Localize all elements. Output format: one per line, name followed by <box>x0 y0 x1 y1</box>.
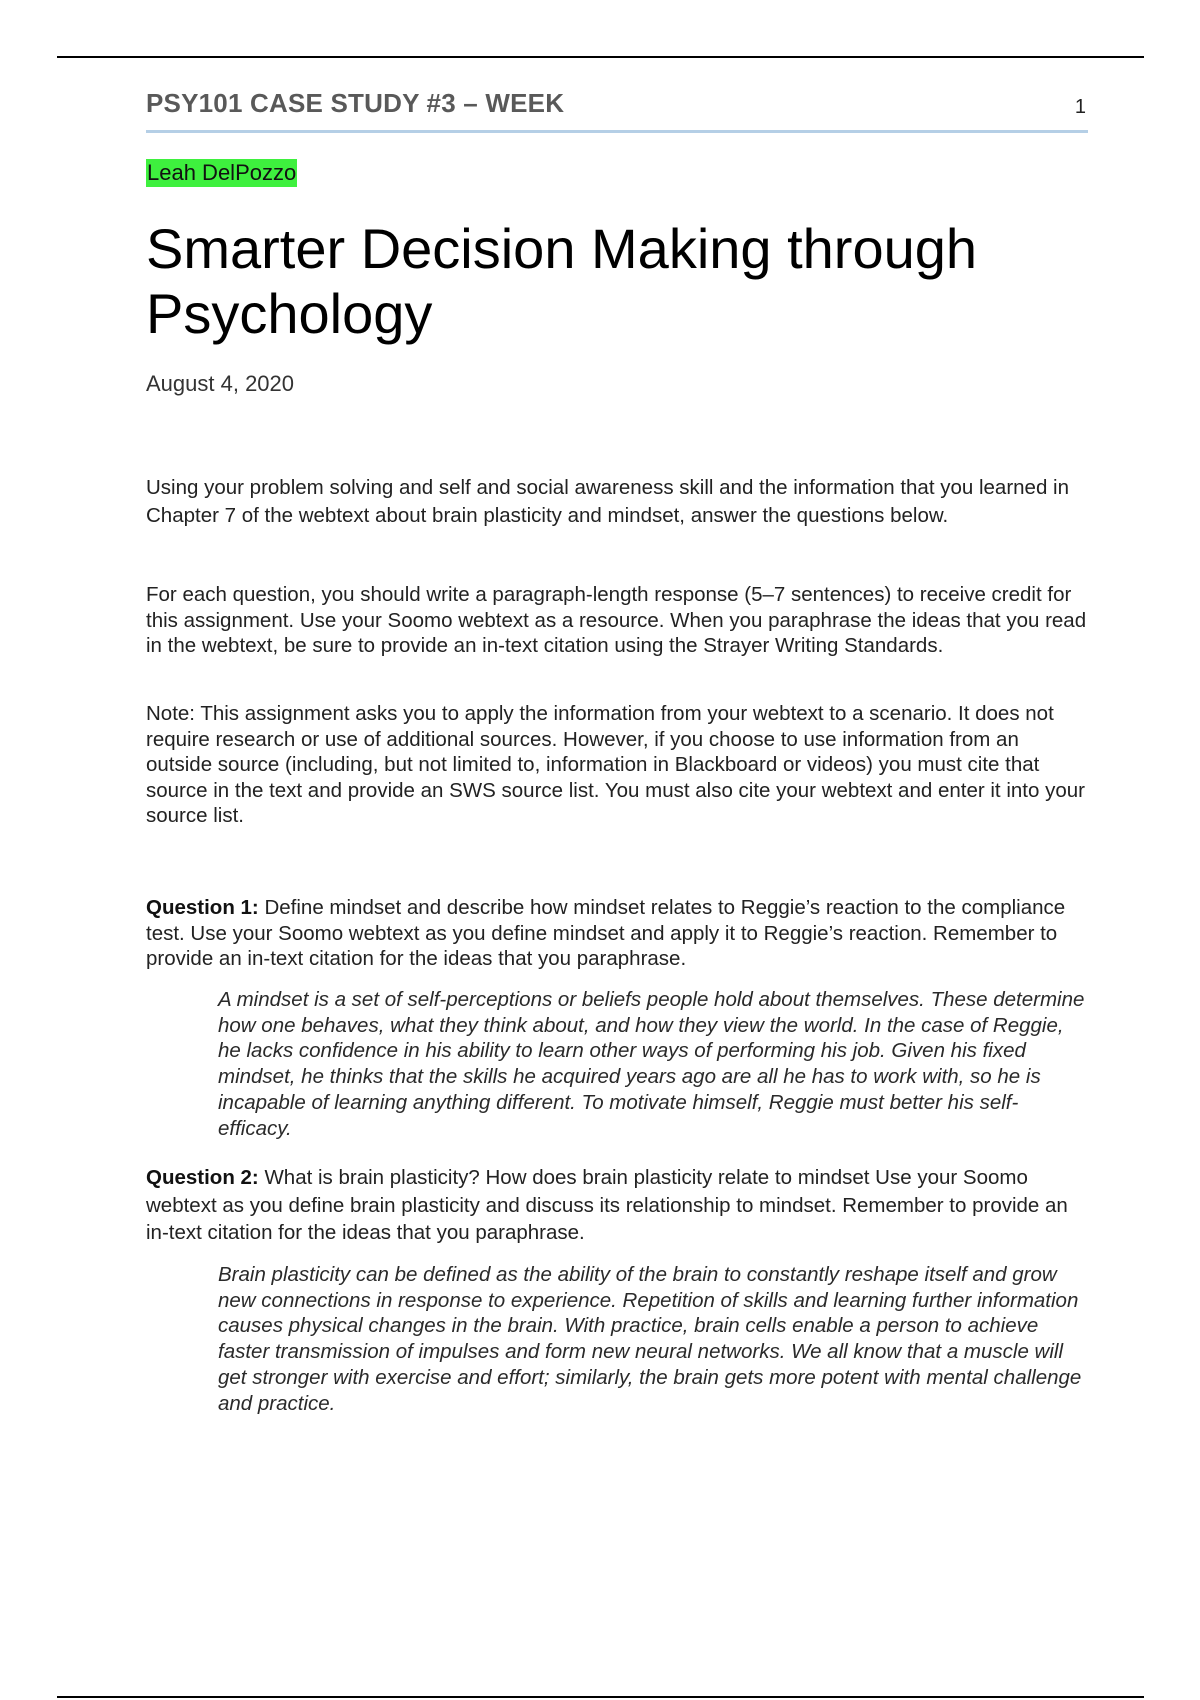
question-1-label: Question 1: <box>146 896 259 919</box>
document-title: Smarter Decision Making through Psychology <box>146 217 978 345</box>
header-title: PSY101 CASE STUDY #3 – WEEK <box>146 88 565 118</box>
page-top-rule <box>57 56 1144 58</box>
question-2-prompt: What is brain plasticity? How does brain plasticity relate to mindset Use your Soomo webtext as you define brain plasticity and discuss its relationship to mindset. Remember to provide an in-text citation for the ideas that you paraphrase. <box>146 1166 1068 1244</box>
page-number: 1 <box>1074 96 1086 118</box>
question-1-prompt: Define mindset and describe how mindset relates to Reggie’s reaction to the compliance test. Use your Soomo webtext as you define mindset and apply it to Reggie’s reaction. Remember to provide an in-text citation for the ideas that you paraphrase. <box>146 896 1066 970</box>
intro-paragraph-1: Using your problem solving and self and social awareness skill and the information that you learned in Chapter 7 of the webtext about brain plasticity and mindset, answer the questions below. <box>146 476 1070 527</box>
intro-paragraph-2: For each question, you should write a paragraph-length response (5–7 sentences) to receive credit for this assignment. Use your Soomo webtext as a resource. When you paraphrase the ideas that you read in the webtext, be sure to provide an in-text citation using the Strayer Writing Standards. <box>146 583 1087 657</box>
page-bottom-rule <box>57 1696 1144 1698</box>
intro-note-paragraph: Note: This assignment asks you to apply the information from your webtext to a scenario. It does not require research or use of additional sources. However, if you choose to use information from an outside source (including, but not limited to, information in Blackboard or videos) you must cite that source in the text and provide an SWS source list. You must also cite your webtext and enter it into your source list. <box>146 702 1085 827</box>
page-header <box>146 86 1088 133</box>
answer-1: A mindset is a set of self-perceptions or beliefs people hold about themselves. These determine how one behaves, what they think about, and how they view the world. In the case of Reggie, he lacks confidence in his ability to learn other ways of performing his job. Given his fixed mindset, he thinks that the skills he acquired years ago are all he has to work with, so he is incapable of learning anything different. To motivate himself, Reggie must better his self-efficacy. <box>218 988 1085 1140</box>
answer-2: Brain plasticity can be defined as the ability of the brain to constantly reshape itself and grow new connections in response to experience. Repetition of skills and learning further information causes physical changes in the brain. With practice, brain cells enable a person to achieve faster transmission of impulses and form new neural networks. We all know that a muscle will get stronger with exercise and effort; similarly, the brain gets more potent with mental challenge and practice. <box>218 1263 1082 1415</box>
question-2-label: Question 2: <box>146 1166 259 1189</box>
question-1 <box>146 895 1088 972</box>
document-date: August 4, 2020 <box>146 371 295 396</box>
question-2 <box>146 1164 1088 1247</box>
author-name: Leah DelPozzo <box>147 160 297 185</box>
